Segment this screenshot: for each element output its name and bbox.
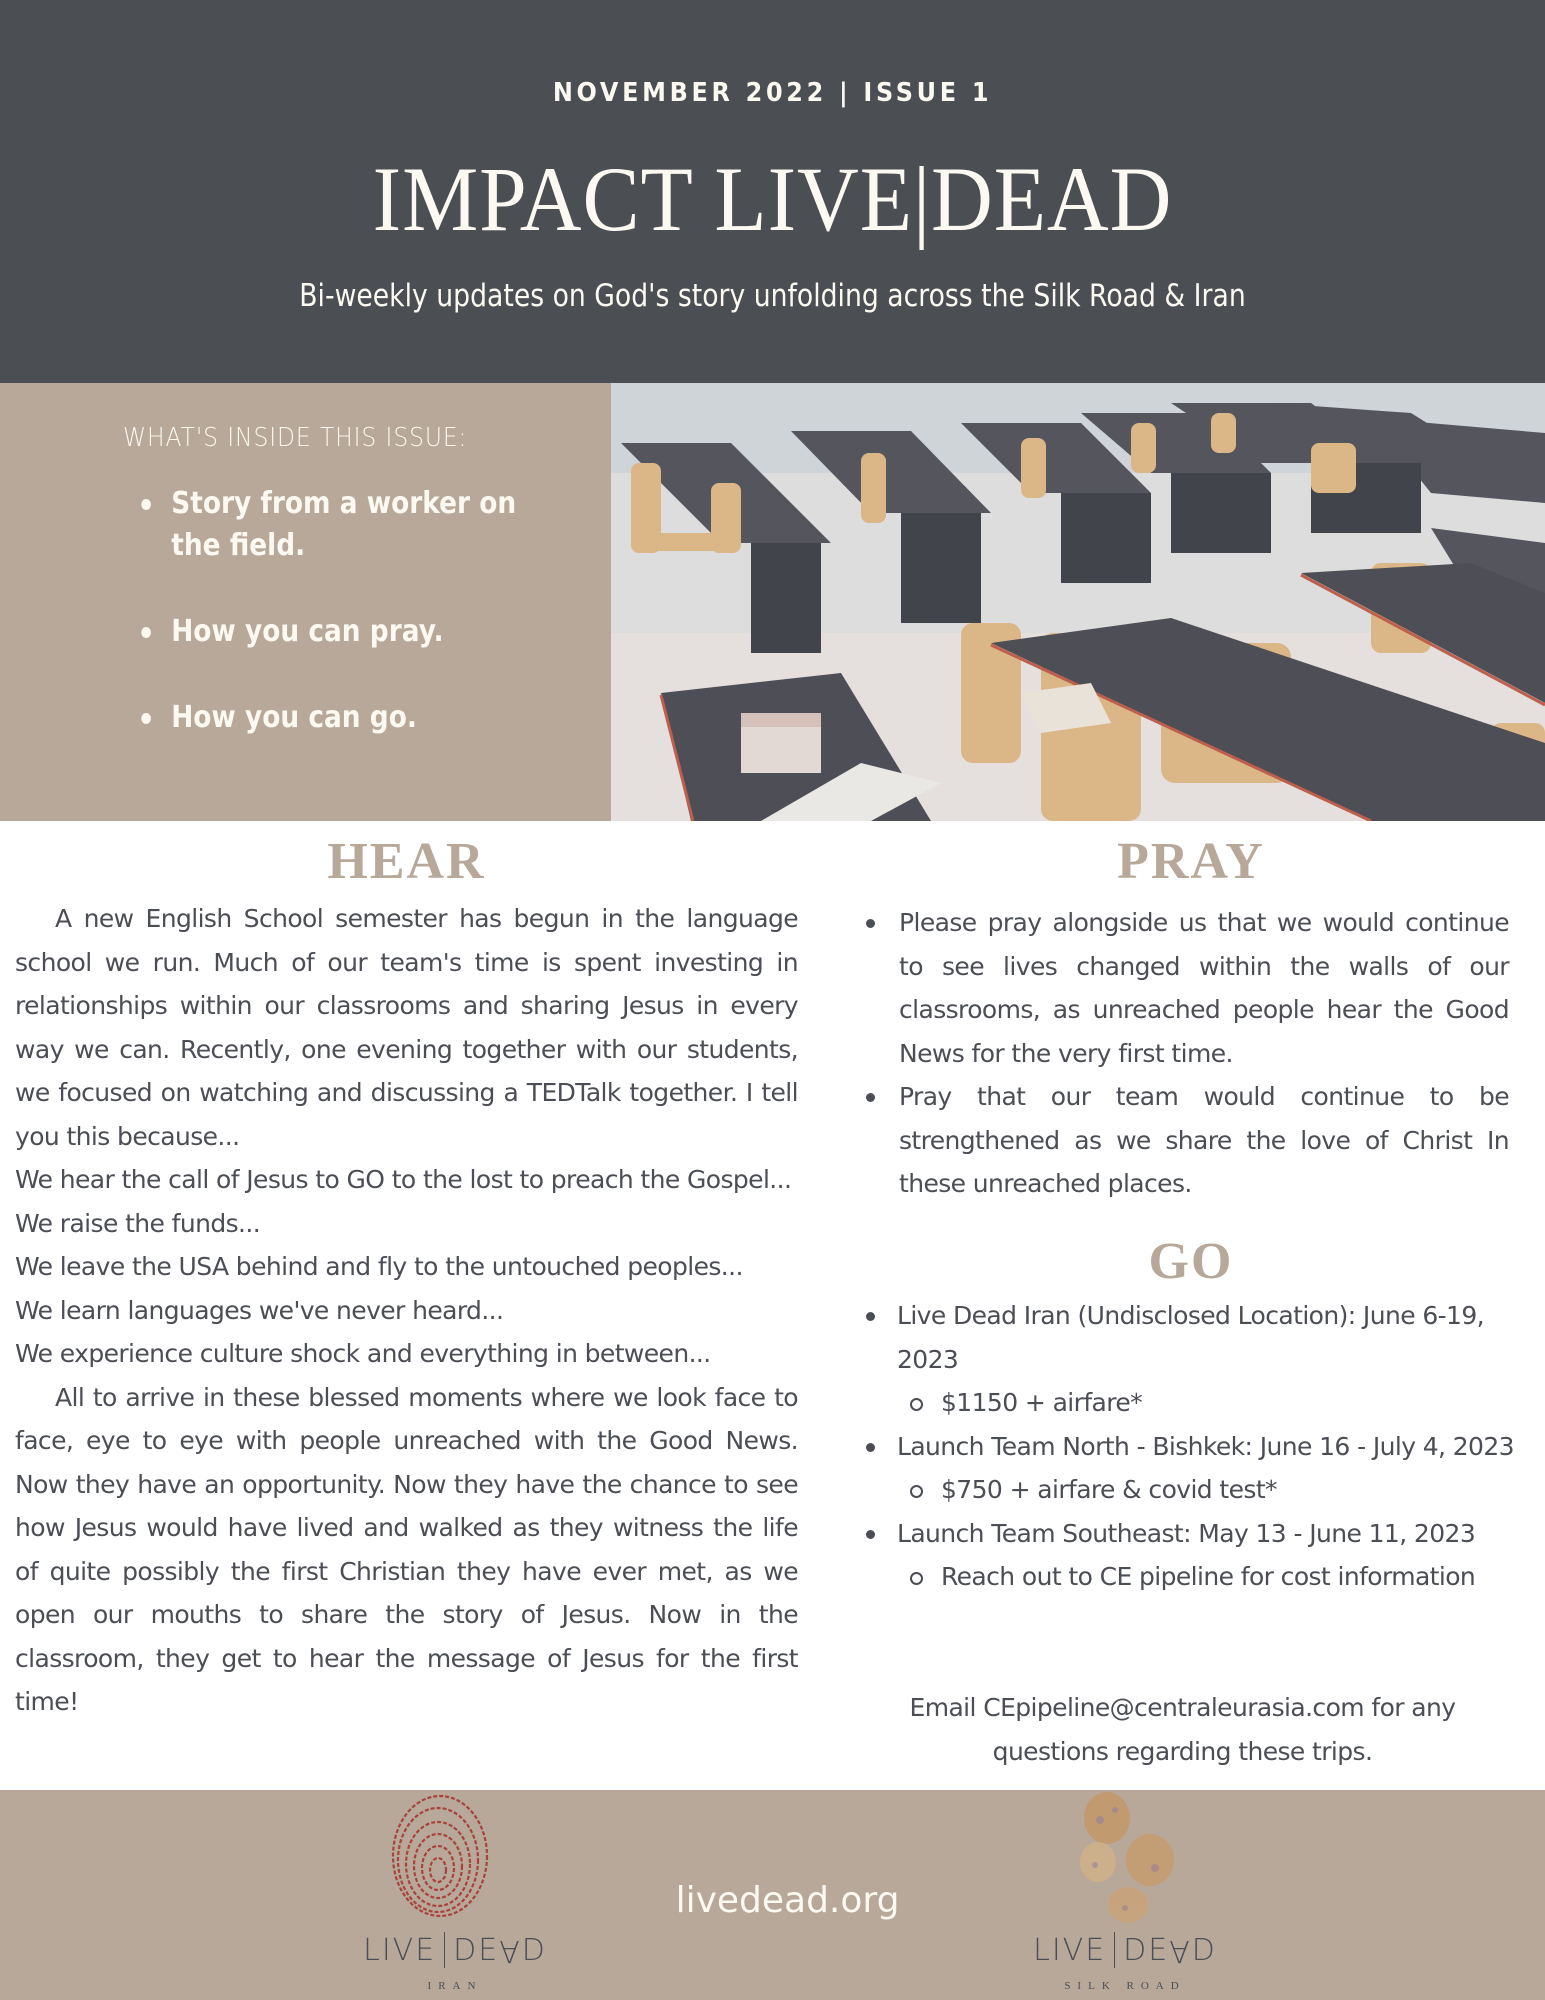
go-heading: GO — [1148, 1233, 1234, 1290]
inside-item-pray: How you can pray. — [136, 611, 550, 653]
go-trip-item — [866, 1512, 1526, 1599]
go-trip-label: Launch Team North - Bishkek: June 16 - July 4, 2023 — [897, 1431, 1514, 1461]
go-trip-list — [866, 1294, 1526, 1599]
hear-paragraph: We hear the call of Jesus to GO to the lost to preach the Gospel... — [15, 1165, 792, 1194]
newsletter-subtitle: Bi-weekly updates on God's story unfolding across the Silk Road & Iran — [299, 278, 1246, 314]
classroom-photo — [611, 383, 1545, 821]
logo-wordmark: LIVE DEAD — [1033, 1933, 1217, 1968]
go-trip-detail: $750 + airfare & covid test* — [897, 1468, 1526, 1512]
pray-item: Pray that our team would continue to be strengthened as we share the love of Christ In these unreached places. — [866, 1075, 1509, 1206]
go-trip-detail: Reach out to CE pipeline for cost information — [897, 1555, 1526, 1599]
hear-paragraph: We raise the funds... — [15, 1208, 261, 1238]
hear-paragraph: We experience culture shock and everything in between... — [15, 1339, 711, 1368]
pray-item: Please pray alongside us that we would continue to see lives changed within the walls of our classrooms, as unreached people hear the Good News for the very first time. — [866, 901, 1509, 1075]
issue-line: NOVEMBER 2022 | ISSUE 1 — [552, 78, 993, 108]
classroom-image — [611, 383, 1545, 821]
pray-heading: PRAY — [1117, 833, 1265, 890]
newsletter-header — [0, 0, 1545, 383]
logo-subtitle-iran: IRAN — [427, 1980, 483, 1992]
go-trip-label: Launch Team Southeast: May 13 - June 11, 2023 — [897, 1518, 1476, 1548]
hear-heading: HEAR — [327, 833, 486, 890]
hear-paragraph: We learn languages we've never heard... — [15, 1295, 504, 1325]
live-dead-silk-road-logo — [1000, 1790, 1250, 2000]
hear-paragraph: A new English School semester has begun in the language school we run. Much of our team's time is spent investing in relationships within our classrooms and sharing Jesus in every way we can. Recently, one evening together with our students, we focused on watching and discussing a TEDTalk together. I tell you this because... — [15, 904, 798, 1151]
inside-list — [136, 483, 556, 783]
pray-list — [866, 901, 1509, 1206]
go-trip-item — [866, 1425, 1526, 1512]
logo-wordmark: LIVE DEAD — [363, 1933, 547, 1968]
website-link[interactable]: livedead.org — [675, 1880, 900, 1921]
go-trip-item — [866, 1294, 1526, 1425]
inside-title: WHAT'S INSIDE THIS ISSUE: — [123, 423, 468, 453]
inside-item-story: Story from a worker on the field. — [136, 483, 550, 567]
newsletter-footer — [0, 1790, 1545, 2000]
go-trip-detail: $1150 + airfare* — [897, 1381, 1526, 1425]
footprints-icon — [1000, 1790, 1250, 1930]
hear-story — [15, 897, 798, 1724]
go-trip-label: Live Dead Iran (Undisclosed Location): June 6-19, 2023 — [897, 1301, 1485, 1374]
logo-subtitle-silk-road: SILK ROAD — [1064, 1980, 1186, 1992]
go-email-note[interactable]: Email CEpipeline@centraleurasia.com for any questions regarding these trips. — [909, 1693, 1456, 1766]
newsletter-title: IMPACT LIVE|DEAD — [372, 148, 1173, 250]
inside-item-go: How you can go. — [136, 697, 550, 739]
hear-paragraph: All to arrive in these blessed moments where we look face to face, eye to eye with people unreached with the Good News. Now they have an opportunity. Now they have the chance to see how Jesus would have lived and walked as they witness the life of quite possibly the first Christian they have ever met, as we open our mouths to share the story of Jesus. Now in the classroom, they get to hear the message of Jesus for the first time! — [15, 1382, 798, 1716]
inside-this-issue-panel — [0, 383, 611, 821]
hear-paragraph: We leave the USA behind and fly to the untouched peoples... — [15, 1252, 743, 1281]
